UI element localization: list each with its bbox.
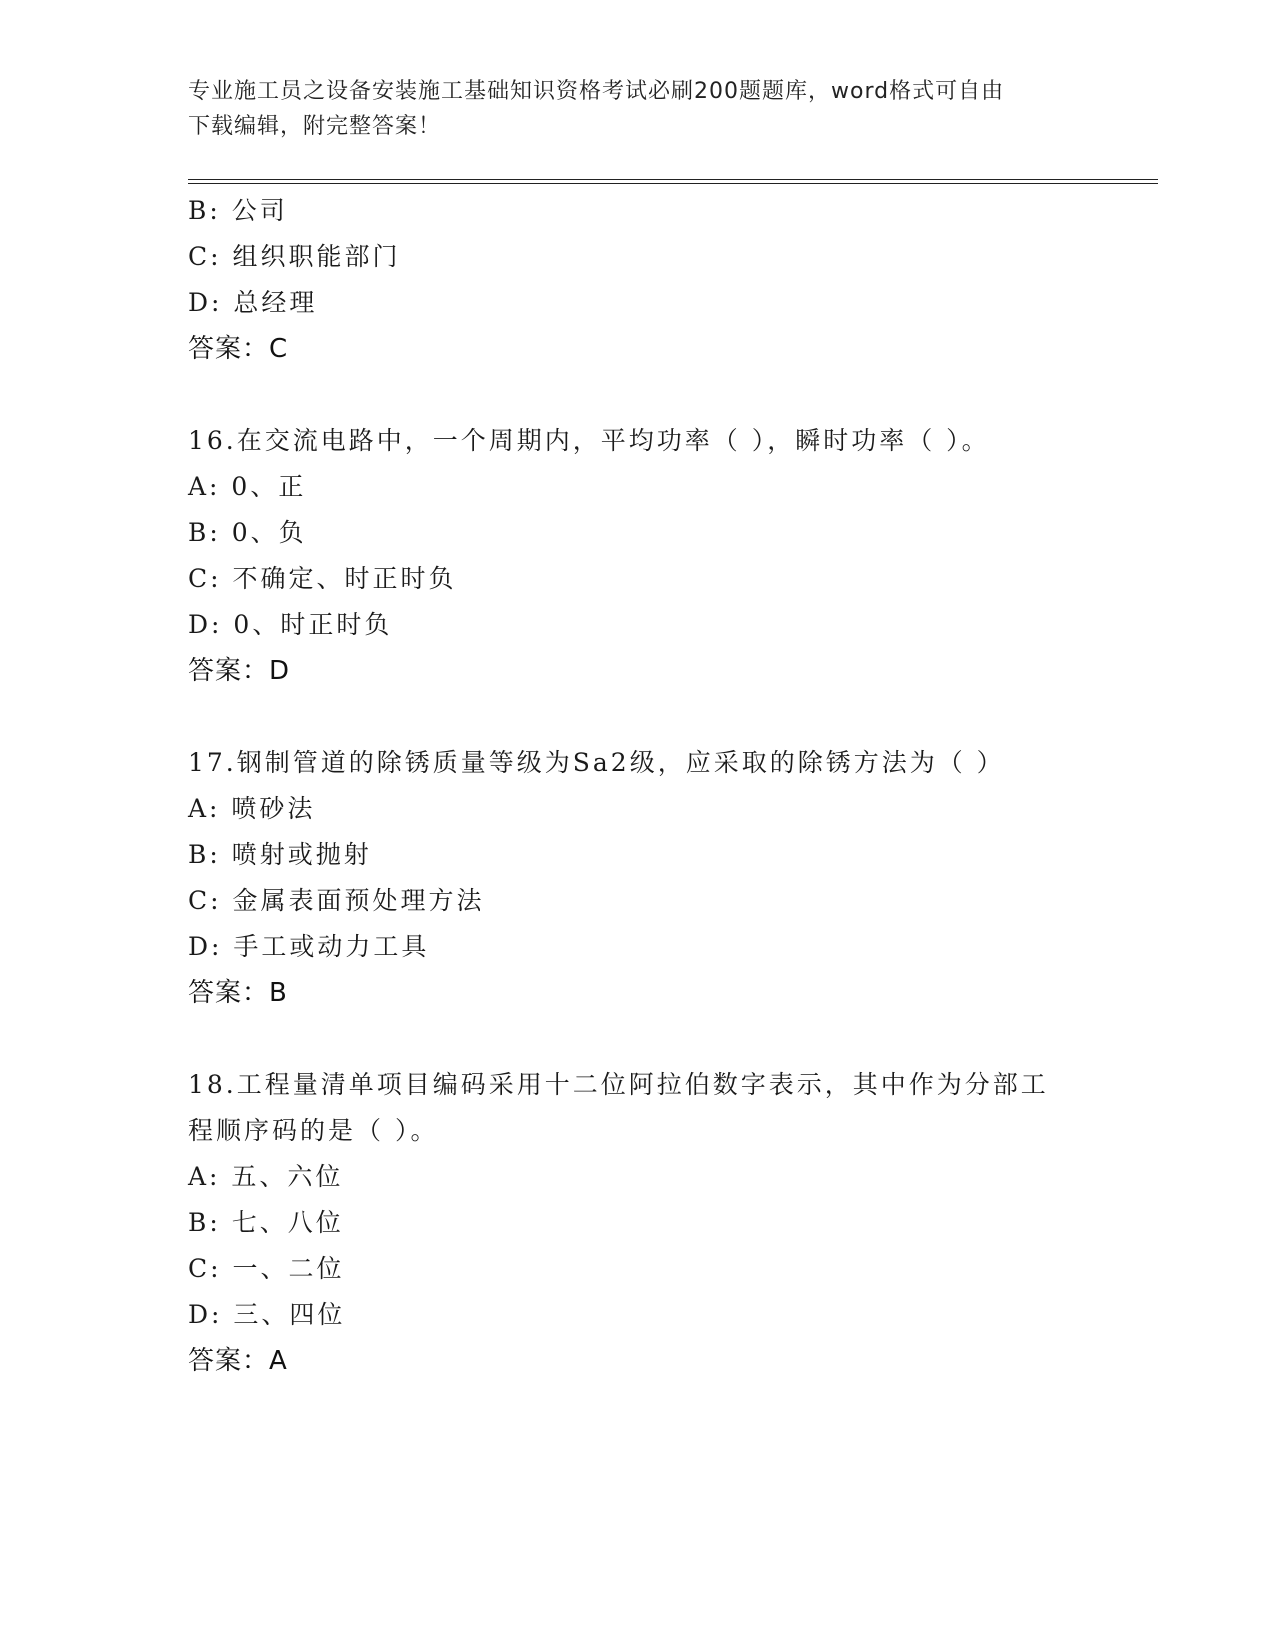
- option-c: C: 金属表面预处理方法: [188, 886, 485, 915]
- header-line-2: 下载编辑，附完整答案！: [188, 114, 442, 139]
- document-header: [188, 74, 1088, 144]
- question-block-18: [188, 1062, 1158, 1384]
- option-d: D: 三、四位: [188, 1300, 346, 1329]
- question-text: 16.在交流电路中，一个周期内，平均功率（ ），瞬时功率（ ）。: [188, 426, 990, 455]
- answer-line: 答案：A: [188, 1346, 288, 1376]
- option-a: A: 喷砂法: [188, 794, 316, 823]
- option-a: A: 五、六位: [188, 1162, 344, 1191]
- header-line-1: 专业施工员之设备安装施工基础知识资格考试必刷200题题库，word格式可自由: [188, 79, 1005, 104]
- question-block-16: [188, 418, 1158, 694]
- question-text: 17.钢制管道的除锈质量等级为Sa2级，应采取的除锈方法为（ ）: [188, 748, 1005, 777]
- option-d: D: 总经理: [188, 288, 318, 317]
- option-b: B: 喷射或抛射: [188, 840, 372, 869]
- option-b: B: 0、负: [188, 518, 307, 547]
- question-content: [188, 188, 1158, 1430]
- question-block-15: [188, 188, 1158, 372]
- answer-line: 答案：B: [188, 978, 288, 1008]
- question-block-17: [188, 740, 1158, 1016]
- option-b: B: 公司: [188, 196, 288, 225]
- option-c: C: 一、二位: [188, 1254, 345, 1283]
- option-d: D: 手工或动力工具: [188, 932, 430, 961]
- header-divider-top: [188, 179, 1158, 180]
- answer-line: 答案：C: [188, 334, 289, 364]
- option-a: A: 0、正: [188, 472, 307, 501]
- option-d: D: 0、时正时负: [188, 610, 393, 639]
- option-b: B: 七、八位: [188, 1208, 344, 1237]
- option-c: C: 组织职能部门: [188, 242, 401, 271]
- option-c: C: 不确定、时正时负: [188, 564, 457, 593]
- question-text-line-2: 程顺序码的是（ ）。: [188, 1116, 439, 1145]
- question-text-line-1: 18.工程量清单项目编码采用十二位阿拉伯数字表示，其中作为分部工: [188, 1070, 1049, 1099]
- header-divider-bottom: [188, 183, 1158, 184]
- answer-line: 答案：D: [188, 656, 291, 686]
